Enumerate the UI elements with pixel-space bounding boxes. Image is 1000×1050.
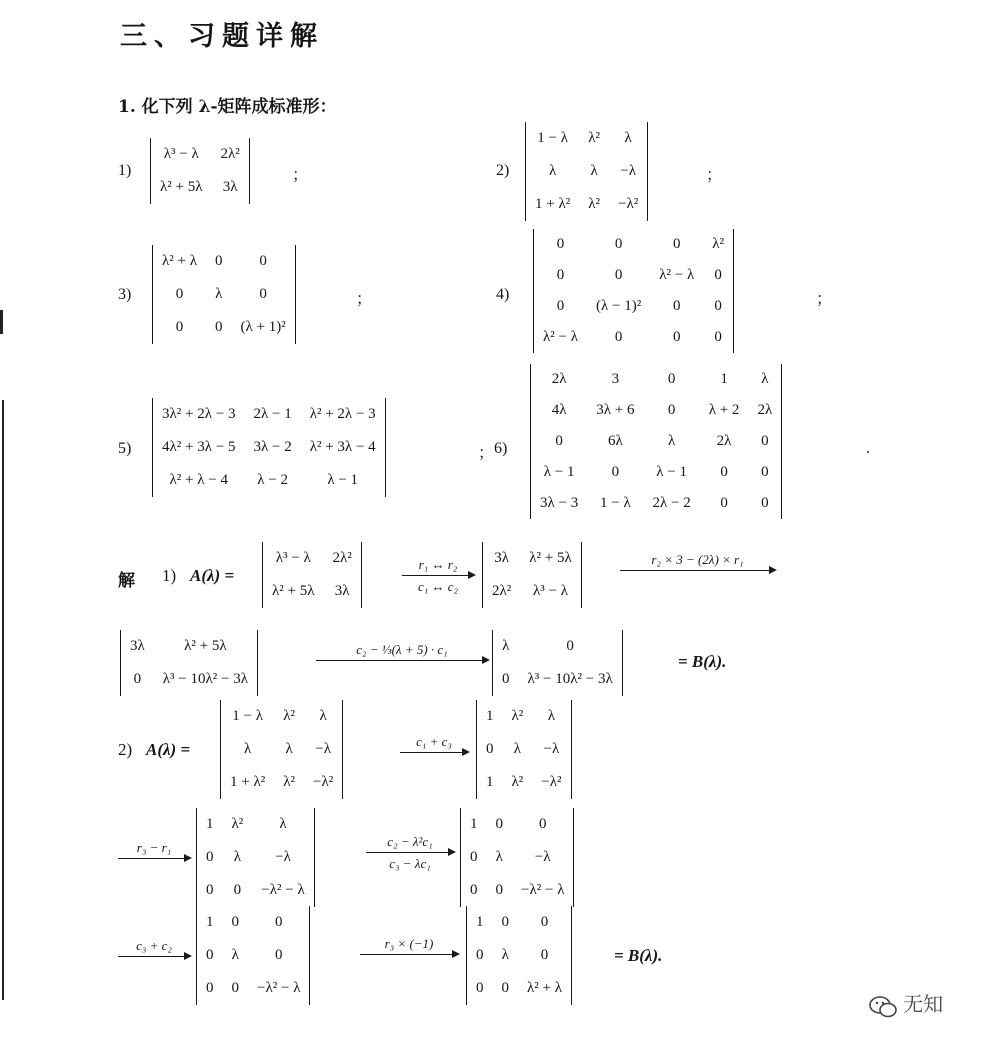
solution-matrix-m1 [482,542,582,608]
transform-arrow-2 [620,552,775,571]
matrix-cell: λ³ − 10λ² − 3λ [527,671,613,687]
solution-matrix-m6 [460,808,574,907]
matrix-row [461,841,573,874]
matrix-cell: 0 [538,816,547,832]
matrix-cell: λ [231,947,239,963]
watermark-text: 无知 [903,992,944,1016]
problem-label-5: 5) [118,440,132,457]
matrix-cell: 0 [556,236,565,252]
transform-arrow-8 [360,936,458,955]
matrix-cell: λ² + λ [527,980,563,996]
matrix-cell: 2λ² [492,583,512,599]
matrix-cell: 0 [614,236,623,252]
matrix-cell: 0 [259,286,267,302]
matrix-cell: 0 [714,267,722,283]
matrix-cell: λ [590,163,598,179]
matrix-cell: 0 [206,849,214,865]
matrix-cell: λ² − λ [659,267,695,283]
matrix-cell: λ² + 2λ − 3 [309,406,376,422]
matrix-cell: 6λ [607,433,623,449]
matrix-cell: 0 [274,914,283,930]
matrix-row [153,431,385,464]
matrix-cell: 0 [540,947,549,963]
scan-edge-mark [0,310,3,334]
matrix-row [153,245,295,278]
matrix-row [531,395,781,426]
matrix-cell: λ [502,638,510,654]
matrix-row [531,488,781,519]
matrix-cell: 3λ [494,550,510,566]
matrix-cell: 0 [274,947,283,963]
op-c1-swap-c2: c₁ ↔ c₂ [417,579,459,594]
matrix-cell: λ² + 5λ [184,638,227,654]
matrix-cell: λ [547,708,556,724]
problem-matrix-1 [150,138,250,204]
matrix-cell: 0 [175,319,184,335]
matrix-cell: λ [761,371,769,387]
op-c3-minus-lc1: c₃ − λc₁ [389,856,431,871]
matrix-row [153,278,295,311]
scan-edge-line [2,400,4,1000]
matrix-cell: 1 [206,914,214,930]
problem-label-3: 3) [118,286,132,303]
matrix-cell: λ² + λ − 4 [169,472,228,488]
matrix-cell: 0 [761,495,769,511]
matrix-row [151,171,249,204]
matrix-cell: 0 [555,433,563,449]
transform-arrow-4 [400,734,468,753]
matrix-cell: λ [501,947,509,963]
matrix-cell: 0 [215,253,223,269]
matrix-cell: 0 [502,671,510,687]
matrix-cell: 0 [495,816,503,832]
op-row-eliminate: r₂ × 3 − (2λ) × r₁ [651,552,744,567]
matrix-cell: λ [495,849,503,865]
matrix-row [534,322,733,353]
matrix-cell: λ³ − λ [533,583,569,599]
matrix-cell: −λ [534,849,551,865]
matrix-cell: 3λ − 3 [540,495,579,511]
matrix-cell: λ² [283,774,296,790]
matrix-cell: 3λ [222,179,238,195]
matrix-cell: 0 [476,980,484,996]
problem-matrix-6 [530,364,782,519]
matrix-cell: −λ² [541,774,562,790]
matrix-cell: 0 [673,236,681,252]
problem-label-2: 2) [496,162,510,179]
matrix-cell: 1 [206,816,214,832]
matrix-row [483,575,581,608]
matrix-cell: 0 [133,671,142,687]
matrix-cell: λ³ − λ [163,146,199,162]
matrix-cell: λ³ − 10λ² − 3λ [162,671,249,687]
matrix-cell: 0 [476,947,484,963]
problem-intro: 1. 化下列 λ-矩阵成标准形： [118,97,337,117]
matrix-cell: 0 [215,319,223,335]
matrix-cell: 0 [206,980,214,996]
problem-end-4: ； [816,291,833,308]
matrix-row [153,464,385,497]
matrix-cell: λ [667,433,676,449]
matrix-cell: λ [624,130,632,146]
op-c3-plus-c2: c₃ + c₂ [136,938,172,953]
problem-end-6: . [866,440,870,457]
matrix-row [197,841,314,874]
matrix-cell: −λ [315,741,331,757]
matrix-cell: −λ² [313,774,334,790]
solution-matrix-m7 [196,906,310,1005]
matrix-row [467,906,571,939]
matrix-cell: 0 [761,464,769,480]
matrix-cell: 1 + λ² [535,196,571,212]
matrix-cell: 0 [720,495,728,511]
matrix-cell: (λ − 1)² [596,298,642,314]
matrix-cell: 0 [470,849,478,865]
matrix-cell: λ² + 5λ [160,179,203,195]
matrix-cell: 0 [206,947,214,963]
matrix-cell: λ² + 5λ [272,583,315,599]
b-lambda-label-1: = B(λ). [678,652,727,671]
matrix-cell: 1 [720,371,728,387]
matrix-cell: 1 [486,774,494,790]
matrix-cell: λ² + 5λ [529,550,572,566]
matrix-cell: 0 [673,329,681,345]
matrix-row [263,542,361,575]
matrix-cell: λ − 1 [543,464,575,480]
matrix-cell: λ² [511,774,524,790]
matrix-cell: λ [285,741,293,757]
matrix-cell: −λ² − λ [261,882,305,898]
matrix-cell: λ [548,163,557,179]
matrix-cell: 0 [501,914,509,930]
transform-arrow-7 [118,938,190,957]
matrix-row [263,575,361,608]
matrix-cell: 4λ² + 3λ − 5 [162,439,236,455]
matrix-cell: 3 [611,371,620,387]
matrix-row [531,457,781,488]
matrix-cell: λ² − λ [543,329,579,345]
matrix-cell: 0 [566,638,574,654]
matrix-cell: λ + 2 [708,402,740,418]
matrix-cell: (λ + 1)² [240,319,286,335]
part1-label: 1) [162,566,177,585]
matrix-cell: 3λ [130,638,145,654]
wechat-icon [868,995,898,1019]
section-title: 三、习题详解 [120,21,324,52]
matrix-row [526,188,647,221]
matrix-cell: 0 [233,882,242,898]
solution-matrix-m3 [492,630,623,696]
op-c2-minus-l2c1: c₂ − λ²c₁ [387,834,433,849]
matrix-row [197,906,309,939]
matrix-row [221,733,342,766]
problem-end-5: ； [478,445,495,462]
problem-label-6: 6) [494,440,508,457]
matrix-row [531,364,781,395]
matrix-cell: λ² [231,816,244,832]
b-lambda-label-2: = B(λ). [614,946,663,965]
matrix-cell: 3λ + 6 [596,402,635,418]
matrix-cell: 1 [470,816,478,832]
matrix-cell: 2λ² [332,550,352,566]
matrix-row [477,766,571,799]
matrix-cell: 2λ² [220,146,240,162]
op-r1-swap-r2: r₁ ↔ r₂ [418,557,458,572]
matrix-cell: −λ² [618,196,639,212]
matrix-cell: 2λ [551,371,567,387]
matrix-cell: 1 + λ² [230,774,266,790]
solution-matrix-given-1 [262,542,362,608]
matrix-row [477,733,571,766]
matrix-row [197,939,309,972]
solution-matrix-m8 [466,906,572,1005]
matrix-cell: 1 [486,708,494,724]
matrix-cell: 0 [556,298,565,314]
matrix-row [483,542,581,575]
matrix-row [531,426,781,457]
matrix-row [461,808,573,841]
matrix-cell: −λ [620,163,636,179]
problem-label-1: 1) [118,162,132,179]
solution-label: 解 [118,571,135,591]
matrix-cell: 0 [501,980,509,996]
matrix-cell: λ² [283,708,296,724]
matrix-row [153,311,295,344]
matrix-row [221,700,342,733]
matrix-row [151,138,249,171]
matrix-cell: 0 [667,371,676,387]
matrix-cell: λ [215,286,223,302]
problem-end-1: ； [292,167,309,184]
matrix-cell: −λ² − λ [521,882,565,898]
matrix-cell: 0 [761,433,769,449]
matrix-row [197,808,314,841]
transform-arrow-6 [366,834,454,871]
matrix-cell: λ² [712,236,725,252]
transform-arrow-3 [316,642,488,661]
op-c1-plus-c3: c₁ + c₃ [416,734,452,749]
matrix-cell: 0 [556,267,565,283]
matrix-row [121,663,257,696]
matrix-cell: 1 − λ [599,495,631,511]
problem-matrix-5 [152,398,386,497]
matrix-cell: λ [513,741,522,757]
matrix-cell: 0 [470,882,478,898]
matrix-cell: λ − 1 [656,464,687,480]
op-r3-minus-r1: r₃ − r₁ [136,840,172,855]
solution-matrix-m2 [120,630,258,696]
matrix-cell: 0 [667,402,676,418]
matrix-cell: 0 [714,298,722,314]
matrix-row [467,939,571,972]
problem-matrix-2 [525,122,648,221]
matrix-cell: 0 [206,882,214,898]
matrix-cell: 2λ − 2 [652,495,691,511]
problem-matrix-4 [533,229,734,353]
matrix-row [526,122,647,155]
matrix-row [534,229,733,260]
matrix-cell: λ − 2 [257,472,288,488]
op-r3-times-neg1: r₃ × (−1) [384,936,434,951]
matrix-cell: λ² + 3λ − 4 [309,439,376,455]
matrix-row [534,291,733,322]
matrix-cell: 0 [231,914,239,930]
problem-end-2: ； [706,167,723,184]
matrix-cell: 2λ [716,433,732,449]
matrix-cell: 0 [495,882,503,898]
matrix-cell: 4λ [551,402,567,418]
matrix-row [493,663,622,696]
matrix-cell: 0 [259,253,267,269]
matrix-cell: −λ [543,741,560,757]
matrix-cell: −λ [275,849,291,865]
matrix-cell: 0 [611,464,620,480]
matrix-row [477,700,571,733]
transform-arrow-1 [402,557,474,594]
matrix-row [461,874,573,907]
matrix-row [197,874,314,907]
a-lambda-label-2: A(λ) = [146,740,191,759]
matrix-cell: 3λ² + 2λ − 3 [162,406,236,422]
matrix-cell: 1 [476,914,484,930]
matrix-cell: 0 [673,298,681,314]
matrix-cell: 3λ [334,583,350,599]
matrix-cell: λ² [588,130,601,146]
matrix-row [121,630,257,663]
solution-matrix-given-2 [220,700,343,799]
matrix-cell: 0 [486,741,494,757]
matrix-cell: λ [243,741,252,757]
matrix-cell: λ − 1 [327,472,359,488]
matrix-cell: λ² [588,196,601,212]
matrix-cell: 1 − λ [537,130,568,146]
matrix-cell: λ² + λ [162,253,198,269]
matrix-cell: 0 [231,980,239,996]
matrix-cell: λ² [511,708,524,724]
matrix-cell: 2λ − 1 [253,406,292,422]
matrix-cell: 3λ − 2 [253,439,292,455]
matrix-row [526,155,647,188]
matrix-cell: 0 [614,267,623,283]
problem-end-3: ； [356,291,373,308]
matrix-cell: λ³ − λ [275,550,311,566]
matrix-cell: 1 − λ [232,708,263,724]
matrix-row [467,972,571,1005]
part2-label: 2) [118,740,133,759]
matrix-row [153,398,385,431]
watermark [868,988,943,1019]
matrix-cell: λ [319,708,327,724]
problem-matrix-3 [152,245,296,344]
matrix-cell: 0 [614,329,623,345]
matrix-row [534,260,733,291]
a-lambda-label-1: A(λ) = [190,566,235,585]
transform-arrow-5 [118,840,190,859]
problem-label-4: 4) [496,286,510,303]
matrix-cell: −λ² − λ [257,980,301,996]
matrix-cell: 0 [714,329,722,345]
matrix-cell: λ [233,849,242,865]
matrix-cell: 0 [540,914,549,930]
matrix-cell: 0 [175,286,184,302]
matrix-row [493,630,622,663]
matrix-cell: 2λ [757,402,773,418]
solution-matrix-m5 [196,808,315,907]
matrix-cell: λ [279,816,287,832]
solution-matrix-m4 [476,700,572,799]
matrix-cell: 0 [720,464,728,480]
matrix-row [221,766,342,799]
matrix-row [197,972,309,1005]
op-col-eliminate: c₂ − ⅓(λ + 5) · c₁ [356,642,448,657]
